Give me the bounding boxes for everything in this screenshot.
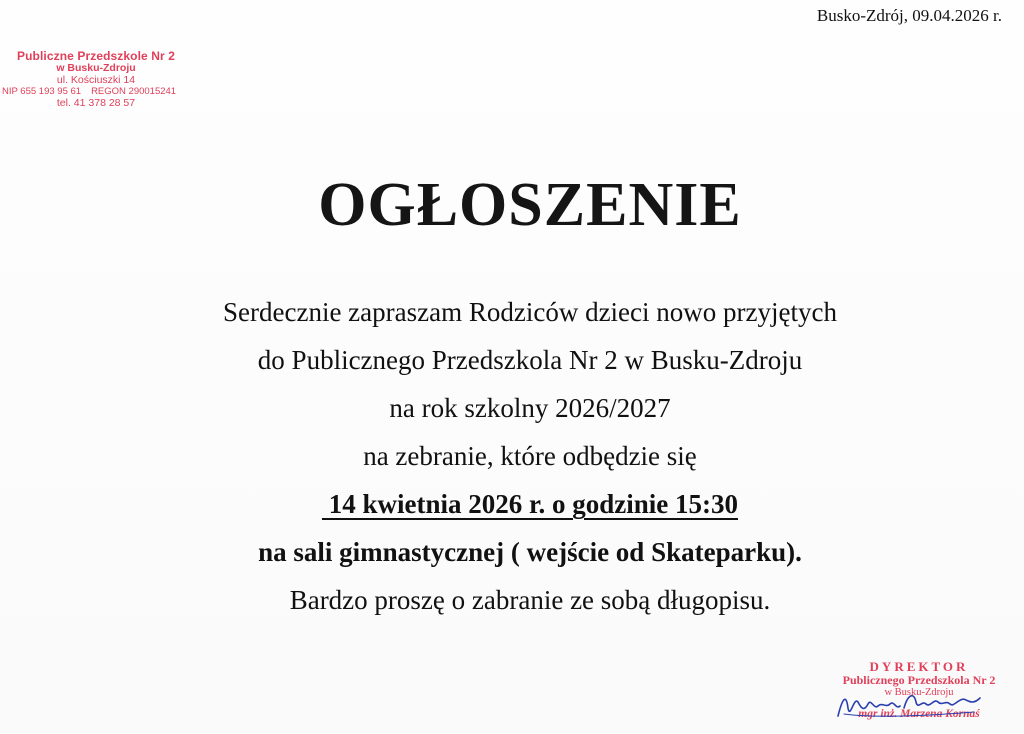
school-stamp-regon: REGON 290015241: [91, 85, 177, 97]
closing-request: Bardzo proszę o zabranie ze sobą długopisu.: [289, 585, 771, 615]
document-title: OGŁOSZENIE: [318, 171, 742, 239]
school-stamp-nip: NIP 655 193 95 61: [2, 85, 82, 97]
handwritten-signature-icon: [834, 686, 984, 722]
meeting-date-time: [0, 480, 1024, 528]
announcement-line: na zebranie, które odbędzie się: [363, 441, 697, 471]
school-stamp-street: ul. Kościuszki 14: [56, 74, 136, 87]
announcement-line: na rok szkolny 2026/2027: [389, 393, 671, 423]
school-stamp-city: w Busku-Zdroju: [56, 62, 136, 75]
announcement-line: do Publicznego Przedszkola Nr 2 w Busku-Zdroju: [257, 345, 803, 375]
announcement-body: [0, 288, 1024, 624]
director-stamp-institution: Publicznego Przedszkola Nr 2: [842, 673, 996, 688]
meeting-date-time-text: 14 kwietnia 2026 r. o godzinie 15:30: [321, 489, 738, 519]
meeting-location: na sali gimnastycznej ( wejście od Skateparku).: [258, 537, 802, 567]
director-stamp-person: mgr inż. Marzena Kornaś: [858, 708, 980, 721]
school-stamp-name: Publiczne Przedszkole Nr 2: [17, 49, 175, 63]
school-stamp-ids: [2, 87, 190, 98]
director-stamp-role: DYREKTOR: [869, 659, 969, 674]
announcement-line: Serdecznie zapraszam Rodziców dzieci nowo przyjętych: [223, 297, 837, 327]
director-stamp-city: w Busku-Zdroju: [884, 687, 954, 699]
place-date: Busko-Zdrój, 09.04.2026 r.: [816, 6, 1002, 25]
school-stamp: [2, 50, 190, 109]
school-stamp-phone: tel. 41 378 28 57: [56, 96, 136, 109]
